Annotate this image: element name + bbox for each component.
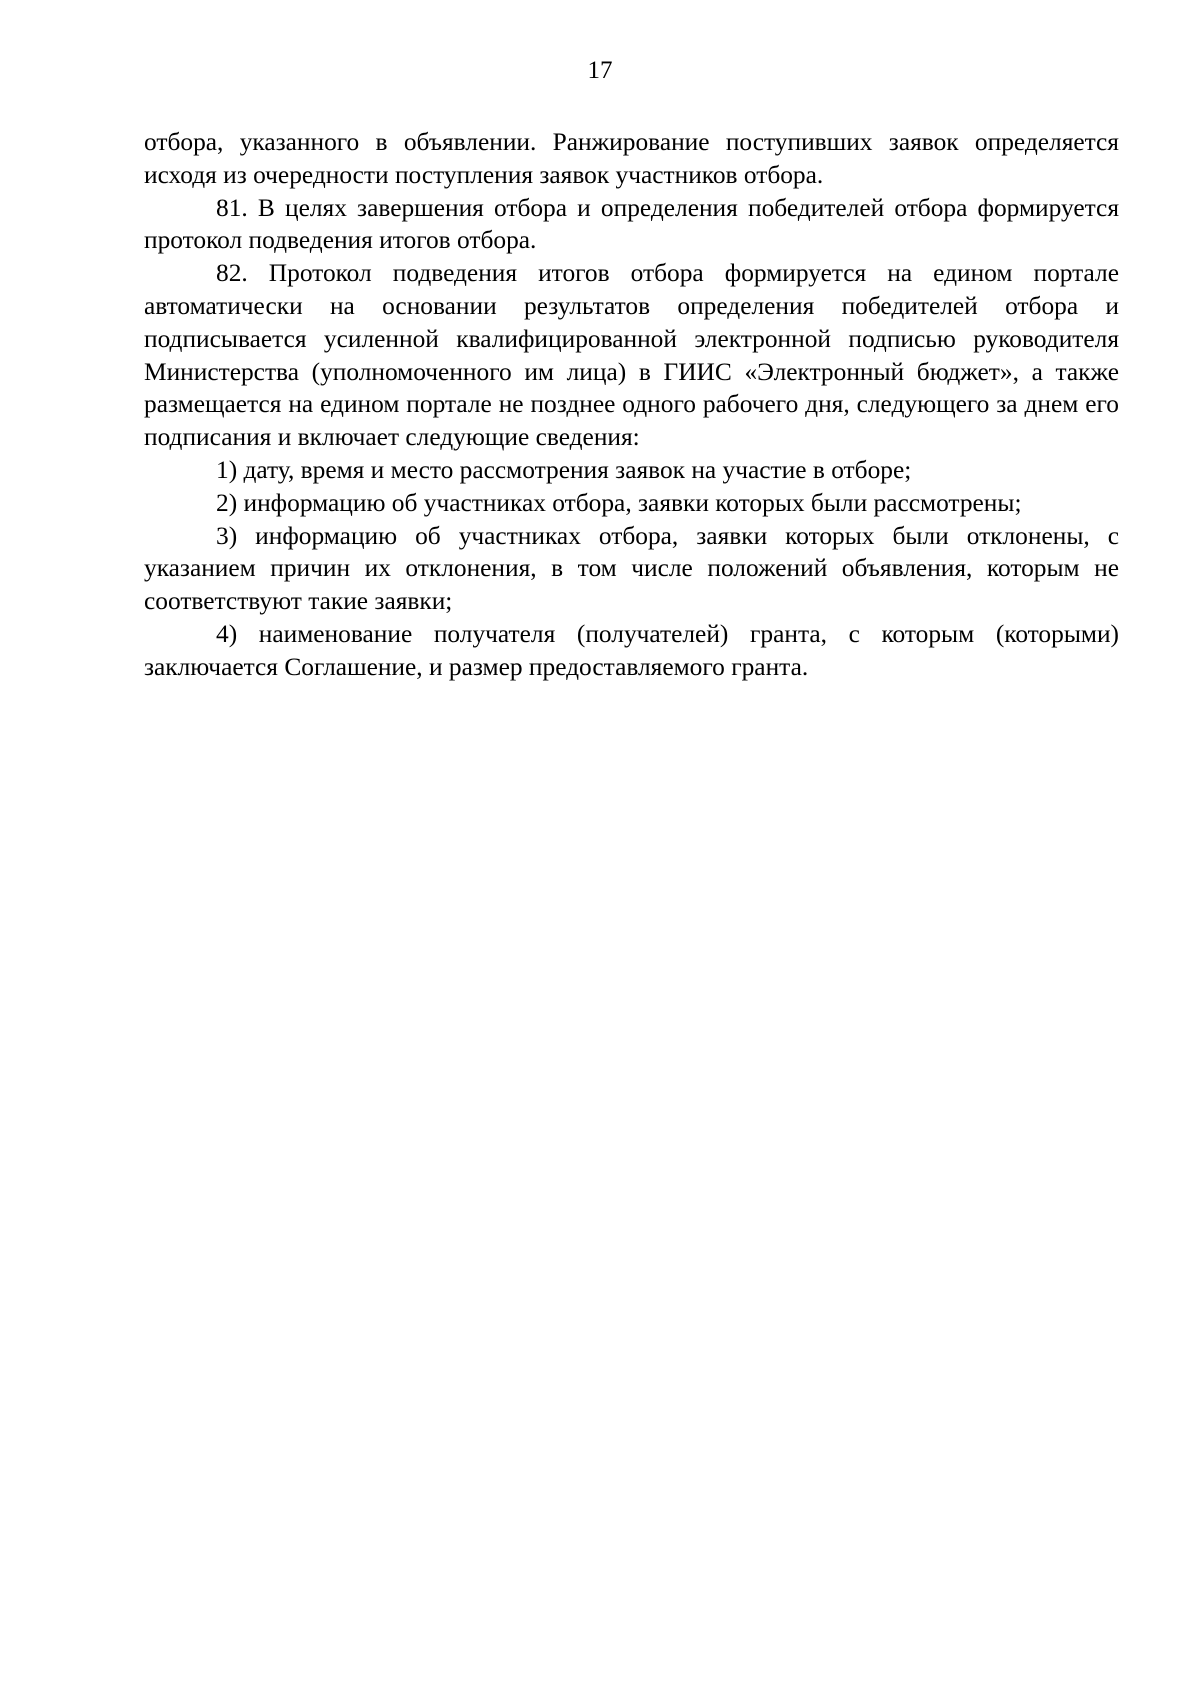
list-item-1: 1) дату, время и место рассмотрения заявок на участие в отборе;: [216, 455, 912, 484]
paragraph-81: 81. В целях завершения отбора и определения победителей отбора формируется протокол подведения итогов отбора.: [144, 193, 1119, 255]
list-item-4: 4) наименование получателя (получателей) гранта, с которым (которыми) заключается Соглашение, и размер предоставляемого гранта.: [144, 619, 1119, 681]
paragraph-continuation: отбора, указанного в объявлении. Ранжирование поступивших заявок определяется исходя из очередности поступления заявок участников отбора.: [144, 128, 1119, 189]
paragraph-82: 82. Протокол подведения итогов отбора формируется на едином портале автоматически на основании результатов определения победителей отбора и подписывается усиленной квалифицированной электронной подписью руководителя Министерства (уполномоченного им лица) в ГИИС «Электронный бюджет», а также размещается на едином портале не позднее одного рабочего дня, следующего за днем его подписания и включает следующие сведения:: [144, 259, 1119, 452]
document-body: [144, 126, 1119, 684]
list-item-3: 3) информацию об участниках отбора, заявки которых были отклонены, с указанием причин их отклонения, в том числе положений объявления, которым не соответствуют такие заявки;: [144, 521, 1119, 616]
list-item-2: 2) информацию об участниках отбора, заявки которых были рассмотрены;: [216, 488, 1022, 517]
page-number: 17: [587, 57, 613, 84]
